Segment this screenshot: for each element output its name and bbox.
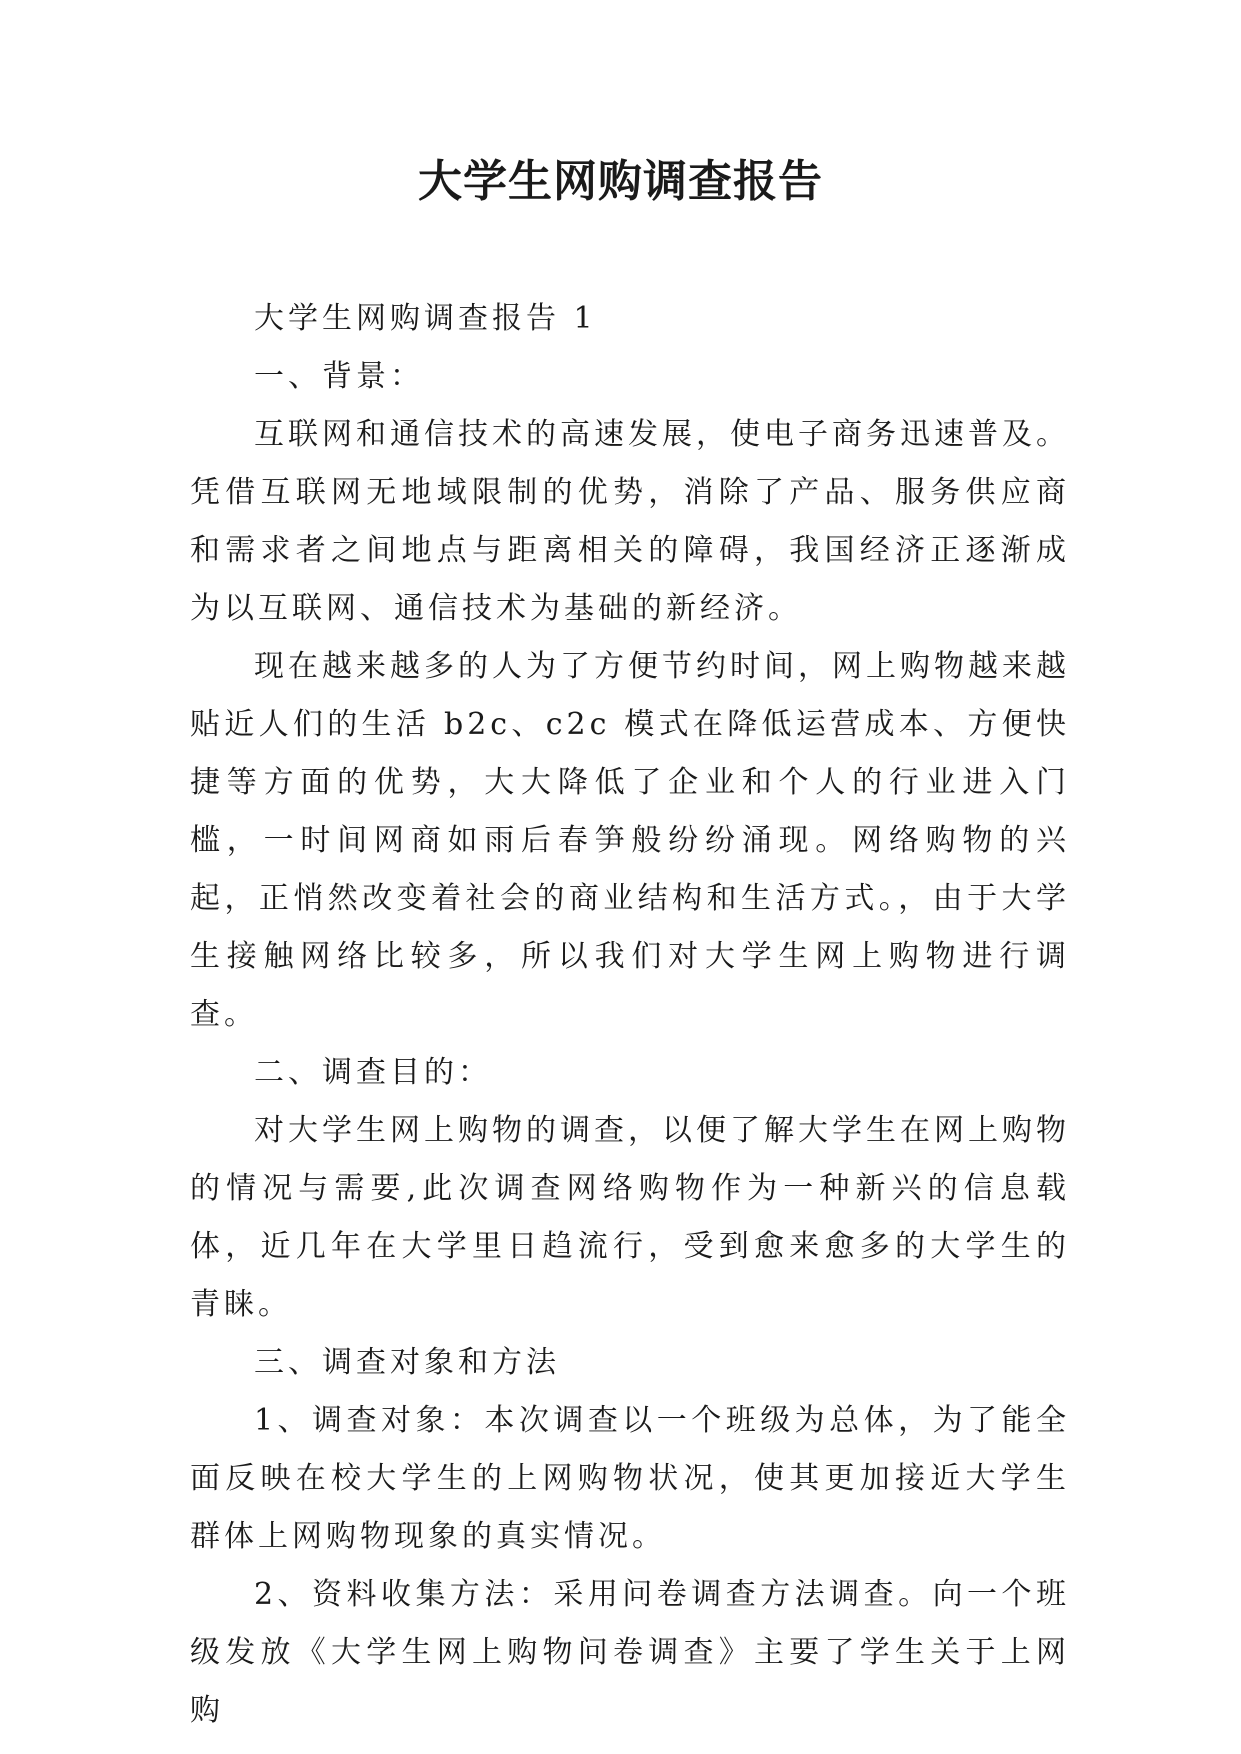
paragraph-background-2: 现在越来越多的人为了方便节约时间，网上购物越来越贴近人们的生活 b2c、c2c 模式在降低运营成本、方便快捷等方面的优势，大大降低了企业和个人的行业进入门槛，一时间网商如雨后春笋般纷纷涌现。网络购物的兴起，正悄然改变着社会的商业结构和生活方式。，由于大学生接触网络比较多，所以我们对大学生网上购物进行调查。: [190, 649, 1070, 1032]
paragraph-background-1: 互联网和通信技术的高速发展，使电子商务迅速普及。凭借互联网无地域限制的优势，消除了产品、服务供应商和需求者之间地点与距离相关的障碍，我国经济正逐渐成为以互联网、通信技术为基础的新经济。: [190, 417, 1070, 626]
paragraph-survey-object: 1、调查对象：本次调查以一个班级为总体，为了能全面反映在校大学生的上网购物状况，使其更加接近大学生群体上网购物现象的真实情况。: [190, 1403, 1070, 1554]
paragraph-data-collection: 2、资料收集方法：采用问卷调查方法调查。向一个班级发放《大学生网上购物问卷调查》主要了学生关于上网购: [190, 1577, 1070, 1728]
paragraph-purpose: 对大学生网上购物的调查，以便了解大学生在网上购物的情况与需要,此次调查网络购物作为一种新兴的信息载体，近几年在大学里日趋流行，受到愈来愈多的大学生的青睐。: [190, 1113, 1070, 1322]
report-heading: 大学生网购调查报告 1: [254, 301, 597, 336]
document-body: [190, 290, 1070, 1740]
section-heading-background: 一、背景：: [254, 359, 424, 394]
section-heading-method: 三、调查对象和方法: [254, 1345, 560, 1380]
section-heading-purpose: 二、调查目的：: [254, 1055, 492, 1090]
document-title: 大学生网购调查报告: [418, 156, 823, 207]
